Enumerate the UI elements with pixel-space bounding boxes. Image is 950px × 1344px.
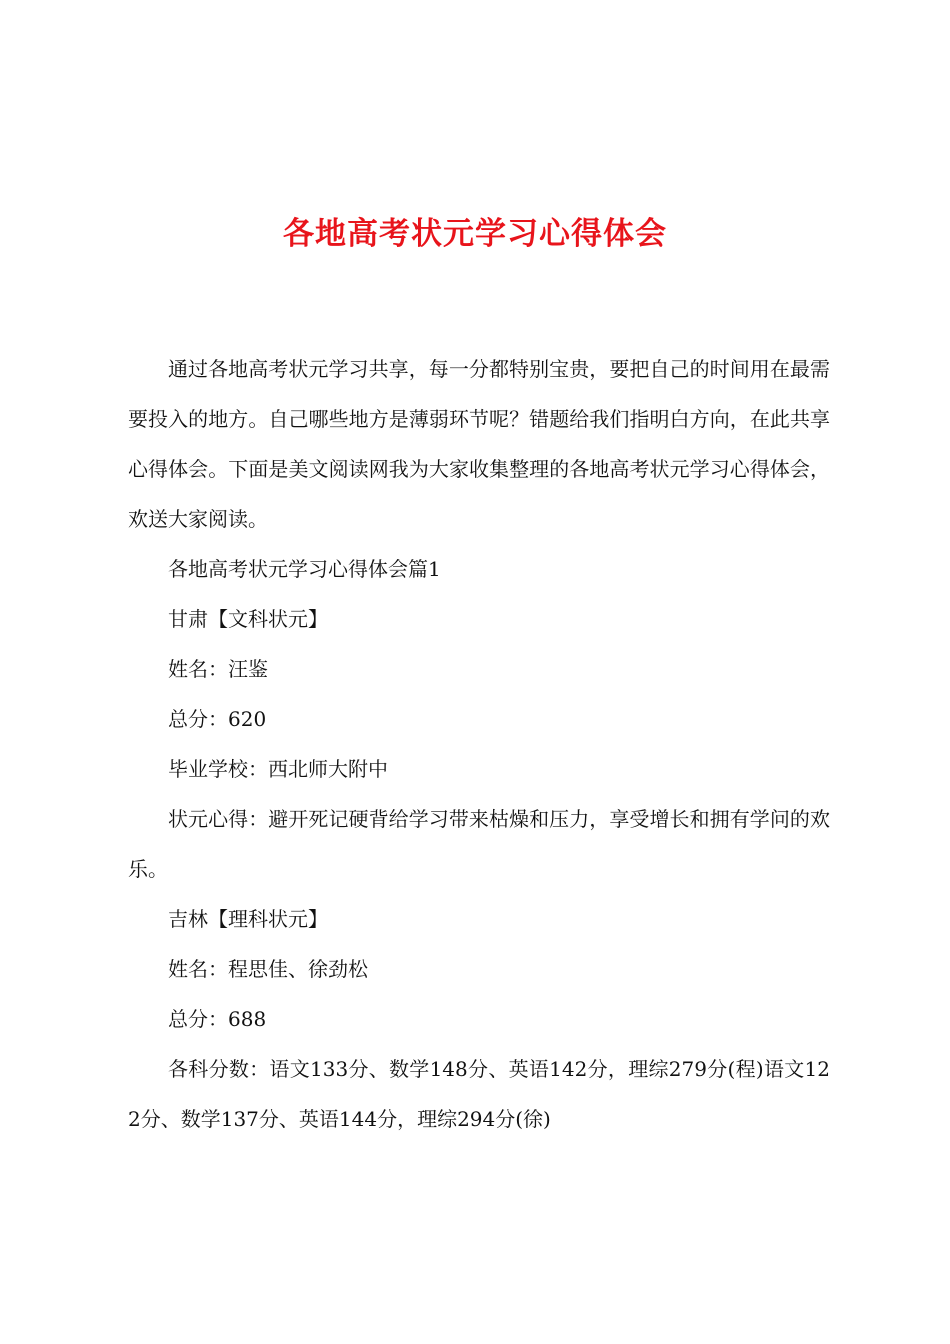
- document-body: [128, 344, 830, 1144]
- total-score-gansu: 总分：620: [168, 707, 267, 731]
- province-heading-jilin: 吉林【理科状元】: [168, 907, 328, 931]
- province-heading-gansu: 甘肃【文科状元】: [168, 607, 328, 631]
- name-line-jilin: 姓名：程思佳、徐劲松: [168, 957, 368, 981]
- experience-line-gansu: 状元心得：避开死记硬背给学习带来枯燥和压力，享受增长和拥有学问的欢乐。: [128, 807, 830, 881]
- total-score-jilin: 总分：688: [168, 1007, 267, 1031]
- intro-paragraph: 通过各地高考状元学习共享，每一分都特别宝贵，要把自己的时间用在最需要投入的地方。自己哪些地方是薄弱环节呢？错题给我们指明白方向，在此共享心得体会。下面是美文阅读网我为大家收集整理的各地高考状元学习心得体会，欢送大家阅读。: [128, 357, 830, 531]
- document-title: 各地高考状元学习心得体会: [283, 216, 667, 252]
- name-line-gansu: 姓名：汪鉴: [168, 657, 268, 681]
- school-line-gansu: 毕业学校：西北师大附中: [168, 757, 388, 781]
- section-heading: 各地高考状元学习心得体会篇1: [168, 557, 441, 581]
- subject-scores-jilin: 各科分数：语文133分、数学148分、英语142分，理综279分(程)语文122分、数学137分、英语144分，理综294分(徐): [128, 1057, 830, 1131]
